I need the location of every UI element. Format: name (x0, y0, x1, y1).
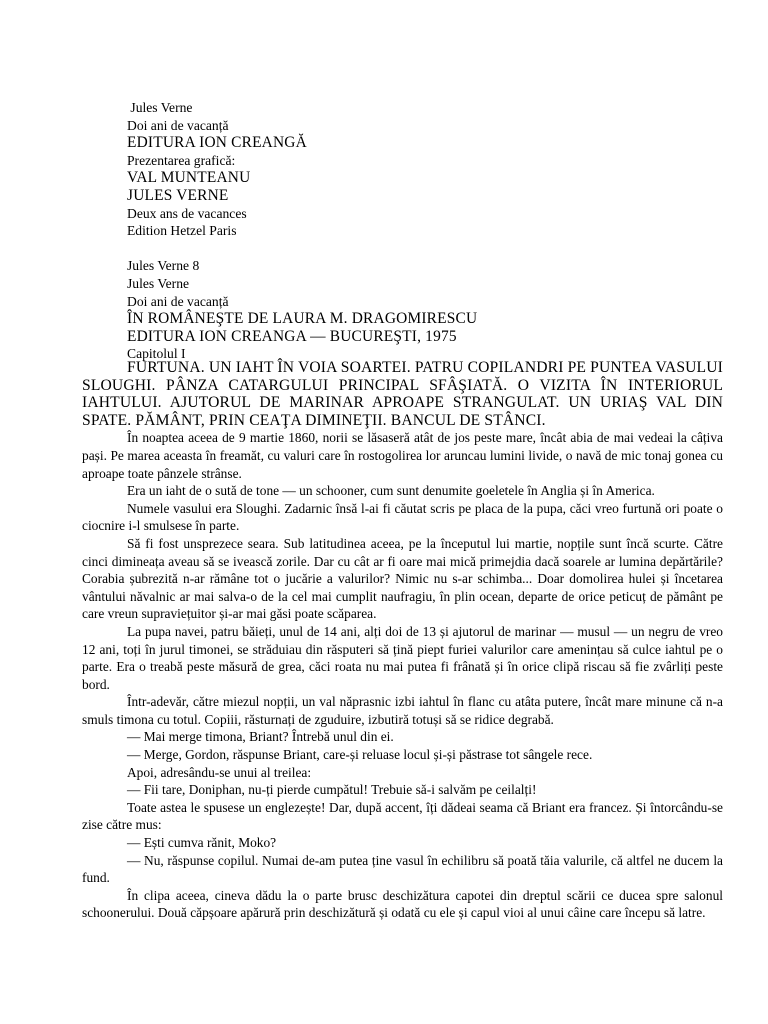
front-matter (127, 99, 727, 363)
dialogue-line: — Ești cumva rănit, Moko? (127, 835, 277, 851)
dialogue-line: — Fii tare, Doniphan, nu-ți pierde cumpătul! Trebuie să-i salvăm pe ceilalți! (127, 782, 537, 798)
dialogue-line: — Mai merge timona, Briant? Întrebă unul din ei. (127, 729, 394, 745)
paragraph: Era un iaht de o sută de tone — un schooner, cum sunt denumite goeletele în Anglia și în America. (127, 483, 655, 499)
illustrator-line: VAL MUNTEANU (127, 169, 251, 187)
chapter-summary: FURTUNA. UN IAHT ÎN VOIA SOARTEI. PATRU COPILANDRI PE PUNTEA VASULUI SLOUGHI. PÂNZA CATARGULUI PRINCIPAL SFÂŞIATĂ. O VIZITA ÎN INTERIORUL IAHTULUI. AJUTORUL DE MARINAR APROAPE STRANGULAT. UN URIAŞ VAL DIN SPATE. PĂMÂNT, PRIN CEAŢA DIMINEŢII. BANCUL DE STÂNCI. (82, 359, 723, 429)
paragraph: În clipa aceea, cineva dădu la o parte brusc deschizătura capotei din dreptul scării ce ducea spre salonul schoonerului. Două căpșoare apărură prin deschizătură și odată cu ele și capul vioi al unui câine care începu să latre. (82, 887, 723, 921)
author-caps-line: JULES VERNE (127, 186, 229, 204)
spacer (127, 240, 727, 258)
author-page-line: Jules Verne 8 (127, 258, 200, 274)
paragraph: Să fi fost unsprezece seara. Sub latitudinea aceea, pe la începutul lui martie, nopțile sunt încă scurte. Către cinci dimineața aveau să se ivească zorile. Dar cu cât ar fi oare mai mică primejdia dacă soarele ar lumina depărtările? Corabia șubrezită n-ar rămâne tot o jucărie a valurilor? Nimic nu s-ar schimba... Doar domolirea hulei și încetarea vântului năvalnic ar mai salva-o de la cel mai cumplit naufragiu, în plin ocean, departe de orice peticuț de pământ pe care vreun supraviețuitor și-ar mai găsi poate scăparea. (82, 535, 723, 622)
paragraph: Numele vasului era Sloughi. Zadarnic însă l-ai fi căutat scris pe placa de la pupa, căci vreo furtună ori poate o ciocnire i-l smulsese în parte. (82, 500, 723, 534)
paragraph: În noaptea aceea de 9 martie 1860, norii se lăsaseră atât de jos peste mare, încât abia de mai vedeai la câțiva pași. Pe marea aceasta în freamăt, cu valuri care în rostogolirea lor aruncau lumini livide, o navă de mic tonaj gonea cu aproape toate pânzele strânse. (82, 430, 723, 481)
dialogue-line: — Nu, răspunse copilul. Numai de-am putea ține vasul în echilibru să poată tăia valurile, că altfel ne ducem la fund. (82, 852, 723, 886)
paragraph: La pupa navei, patru băieți, unul de 14 ani, alți doi de 13 și ajutorul de marinar — musul — un negru de vreo 12 ani, toți în jurul timonei, se străduiau din răsputeri să țină piept furiei valurilor care amenințau să culce iahtul pe o parte. Era o treabă peste măsură de grea, căci roata nu mai putea fi frânată și în orice clipă riscau să fie zvârliți peste bord. (82, 623, 723, 692)
book-title-line-2: Doi ani de vacanță (127, 293, 229, 309)
paragraph: Toate astea le spusese un englezește! Dar, după accent, îți dădeai seama că Briant era francez. Și întorcându-se zise către mus: (82, 799, 723, 833)
publisher-line: EDITURA ION CREANGĂ (127, 134, 307, 152)
graphic-presentation-line: Prezentarea grafică: (127, 152, 236, 168)
chapter-heading: Capitolul I (127, 346, 186, 362)
translator-line: ÎN ROMÂNEŞTE DE LAURA M. DRAGOMIRESCU (127, 310, 478, 328)
publisher-city-year-line: EDITURA ION CREANGA — BUCUREŞTI, 1975 (127, 327, 457, 345)
dialogue-line: — Merge, Gordon, răspunse Briant, care-și reluase locul și-și păstrase tot sângele rece. (127, 747, 593, 763)
chapter-body (82, 359, 723, 922)
original-publisher-line: Edition Hetzel Paris (127, 223, 237, 239)
author-line-2: Jules Verne (127, 275, 190, 291)
original-title-line: Deux ans de vacances (127, 205, 247, 221)
book-title-line: Doi ani de vacanță (127, 117, 229, 133)
author-line: Jules Verne (127, 100, 193, 115)
paragraph: Apoi, adresându-se unui al treilea: (127, 764, 312, 780)
paragraph: Într-adevăr, către miezul nopții, un val năprasnic izbi iahtul în flanc cu atâta putere, încât mare minune că n-a smuls timona cu totul. Copiii, răsturnați de zguduire, izbutiră totuși să se ridice degrabă. (82, 694, 723, 727)
